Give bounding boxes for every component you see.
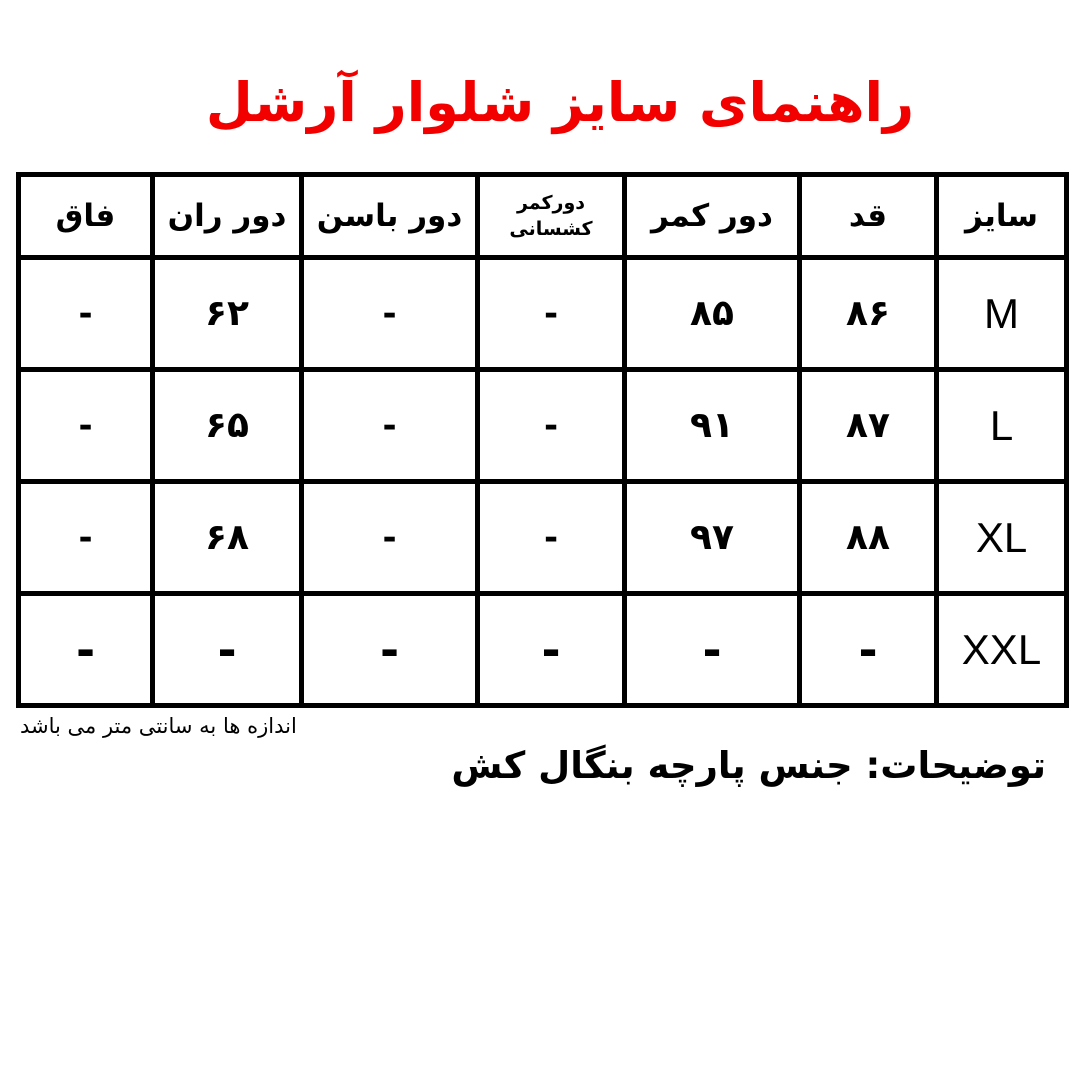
table-row (19, 594, 1067, 706)
header-elastic-waist (478, 175, 625, 258)
cell-size: XXL (937, 594, 1067, 706)
table-header-row (19, 175, 1067, 258)
header-waist: دور کمر (625, 175, 800, 258)
cell-size: L (937, 370, 1067, 482)
cell-size: M (937, 258, 1067, 370)
cell-thigh: - (153, 594, 302, 706)
cell-elastic-waist: - (478, 370, 625, 482)
cell-size: XL (937, 482, 1067, 594)
table-row (19, 482, 1067, 594)
cell-faq: - (19, 258, 153, 370)
table-row (19, 258, 1067, 370)
cell-length: - (800, 594, 937, 706)
cell-hip: - (302, 370, 478, 482)
header-size: سایز (937, 175, 1067, 258)
header-faq: فاق (19, 175, 153, 258)
cell-hip: - (302, 258, 478, 370)
header-thigh: دور ران (153, 175, 302, 258)
cell-hip: - (302, 594, 478, 706)
table-row (19, 370, 1067, 482)
cell-elastic-waist: - (478, 594, 625, 706)
cell-thigh: ۶۸ (153, 482, 302, 594)
description-text: توضیحات: جنس پارچه بنگال کش (451, 744, 1046, 787)
cell-faq: - (19, 370, 153, 482)
cell-faq: - (19, 482, 153, 594)
header-hip: دور باسن (302, 175, 478, 258)
cell-waist: ۸۵ (625, 258, 800, 370)
page-title: راهنمای سایز شلوار آرشل (205, 70, 915, 134)
cell-thigh: ۶۲ (153, 258, 302, 370)
cell-waist: - (625, 594, 800, 706)
cell-faq: - (19, 594, 153, 706)
header-length: قد (800, 175, 937, 258)
cell-elastic-waist: - (478, 258, 625, 370)
header-elastic-waist-line2: کشسانی (509, 218, 593, 240)
cell-waist: ۹۷ (625, 482, 800, 594)
cell-hip: - (302, 482, 478, 594)
unit-note: اندازه ها به سانتی متر می باشد (20, 714, 297, 738)
cell-length: ۸۷ (800, 370, 937, 482)
size-table (16, 172, 1069, 708)
cell-elastic-waist: - (478, 482, 625, 594)
cell-thigh: ۶۵ (153, 370, 302, 482)
header-elastic-waist-line1: دورکمر (516, 192, 586, 214)
cell-length: ۸۸ (800, 482, 937, 594)
cell-length: ۸۶ (800, 258, 937, 370)
cell-waist: ۹۱ (625, 370, 800, 482)
